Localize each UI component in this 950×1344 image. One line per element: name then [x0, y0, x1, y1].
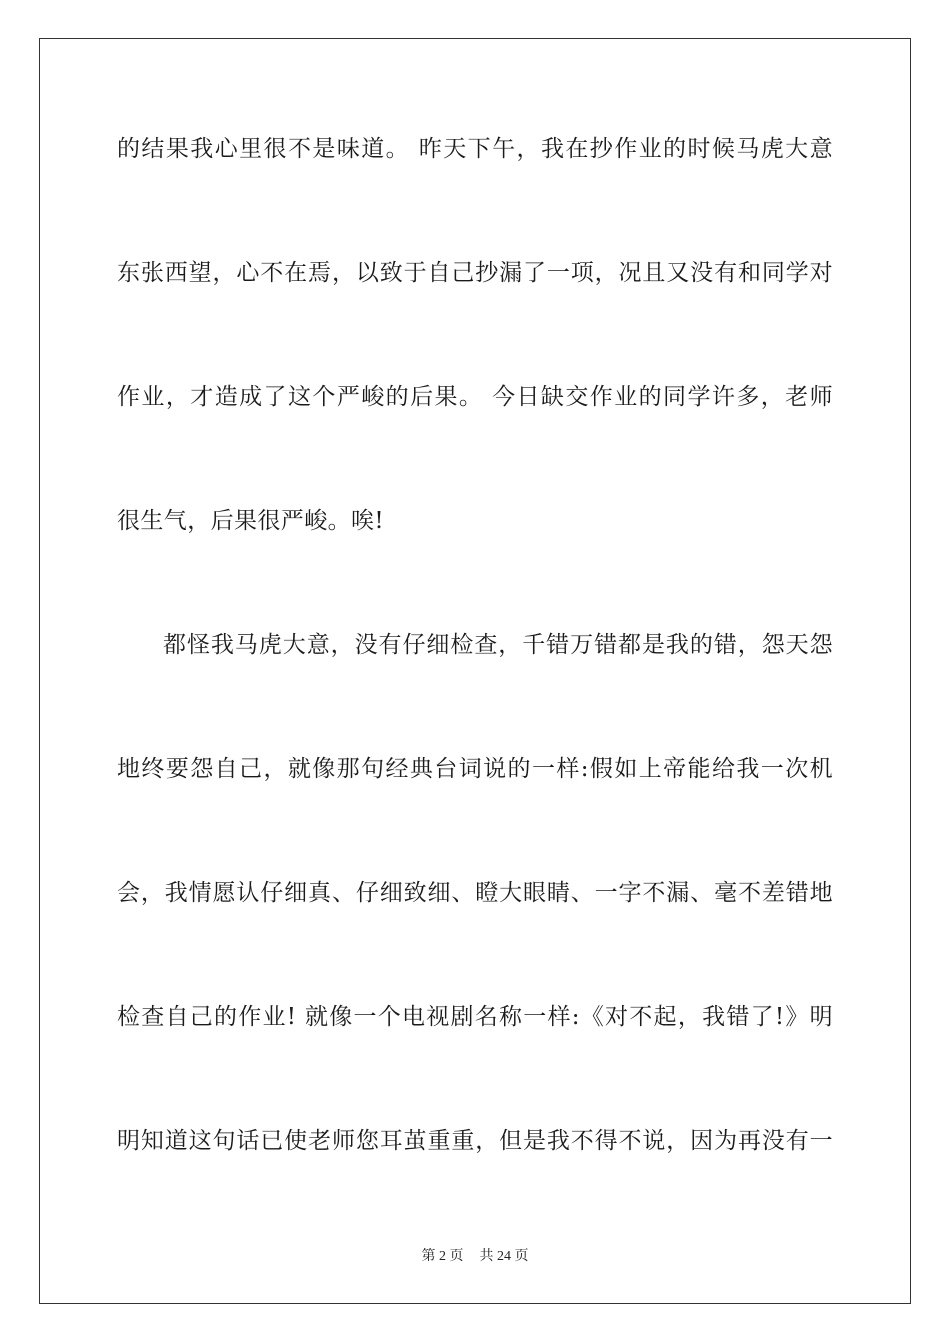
body-line-9: 明知道这句话已使老师您耳茧重重，但是我不得不说，因为再没有一 [117, 1128, 833, 1154]
body-line-1: 的结果我心里很不是味道。 昨天下午，我在抄作业的时候马虎大意 [117, 136, 833, 162]
page-border [39, 38, 911, 1304]
body-line-3: 作业，才造成了这个严峻的后果。 今日缺交作业的同学许多，老师 [117, 384, 833, 410]
body-line-4: 很生气，后果很严峻。唉! [117, 508, 385, 534]
page-total: 共 24 页 [479, 1249, 529, 1264]
body-line-6: 地终要怨自己，就像那句经典台词说的一样:假如上帝能给我一次机 [117, 756, 833, 782]
paragraph-2-first-line: 都怪我马虎大意，没有仔细检查，千错万错都是我的错，怨天怨 [163, 632, 833, 658]
body-line-2: 东张西望，心不在焉，以致于自己抄漏了一项，况且又没有和同学对 [117, 260, 833, 286]
body-line-7: 会，我情愿认仔细真、仔细致细、瞪大眼睛、一字不漏、毫不差错地 [117, 880, 833, 906]
page-number: 第 2 页 [421, 1249, 464, 1264]
body-line-8: 检查自己的作业! 就像一个电视剧名称一样:《对不起，我错了!》明 [117, 1004, 833, 1030]
page-footer [0, 1248, 950, 1266]
